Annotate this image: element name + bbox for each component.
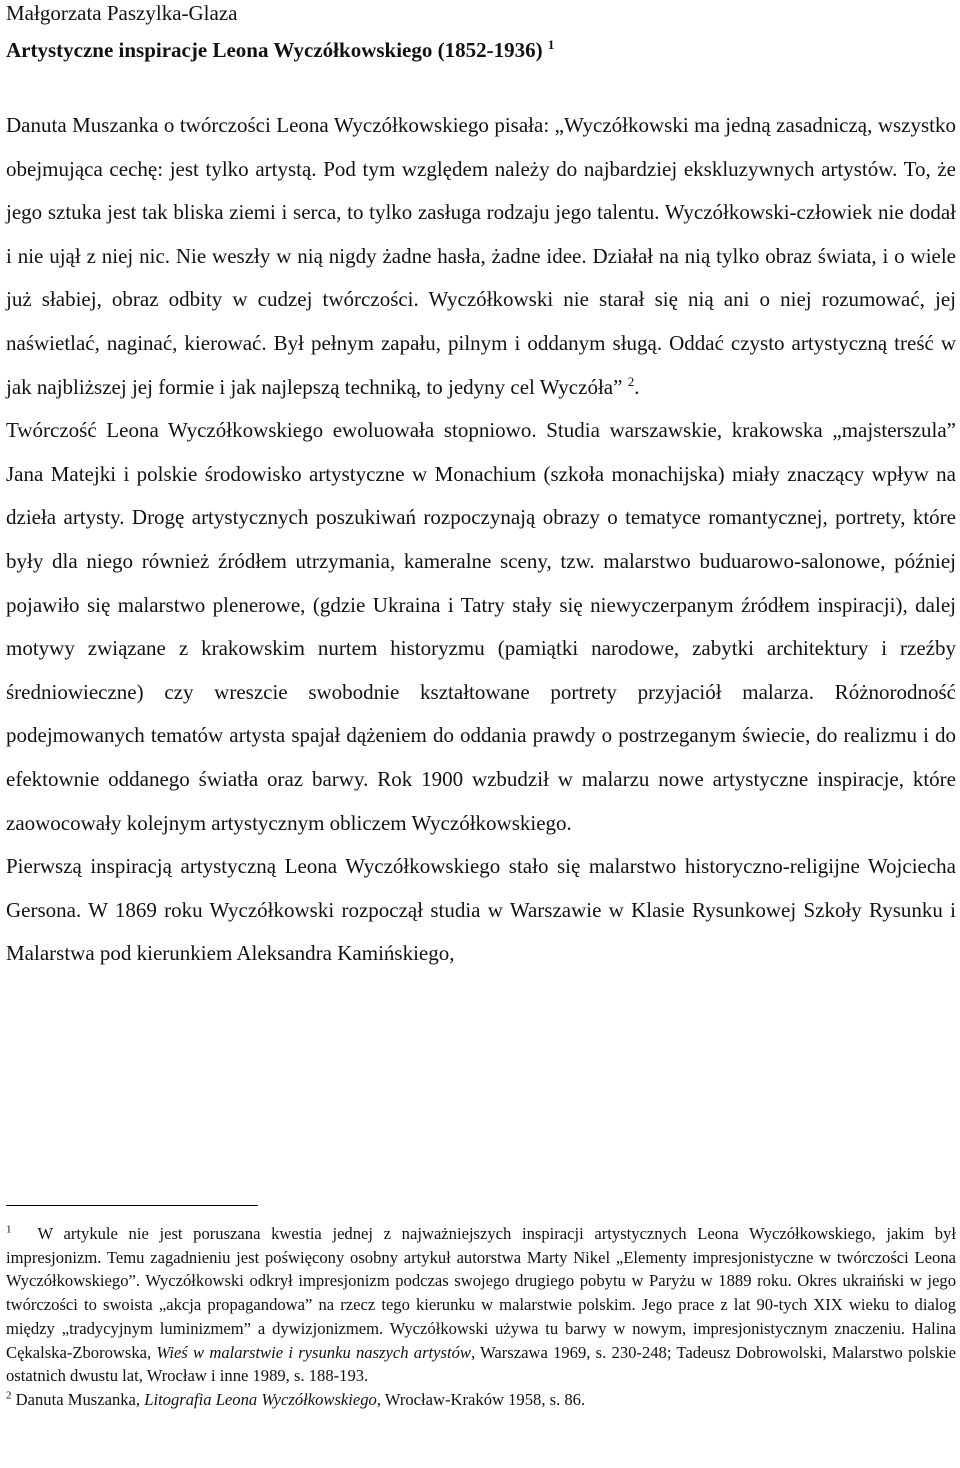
- paragraph-1-text: Danuta Muszanka o twórczości Leona Wyczółkowskiego pisała: „Wyczółkowski ma jedną zasadniczą, wszystko obejmująca cechę: jest tylko artystą. Pod tym względem należy do najbardziej ekskluzywnych artystów. To, że jego sztuka jest tak bliska ziemi i serca, to tylko zasługa rodzaju jego talentu. Wyczółkowski-człowiek nie dodał i nie ujął z niej nic. Nie weszły w nią nigdy żadne hasła, żadne idee. Działał na nią tylko obraz świata, i o wiele już słabiej, obraz odbity w cudzej twórczości. Wyczółkowski nie starał się nią ani o niej rozumować, jej naświetlać, naginać, kierować. Był pełnym zapału, pilnym i oddanym sługą. Oddać czysto artystyczną treść w jak najbliższej jej formie i jak najlepszą techniką, to jedyny cel Wyczóła”: [6, 113, 956, 399]
- title-footnote-ref[interactable]: 1: [547, 37, 555, 52]
- paragraph-2-text: Twórczość Leona Wyczółkowskiego ewoluowała stopniowo. Studia warszawskie, krakowska „majsterszula” Jana Matejki i polskie środowisko artystyczne w Monachium (szkoła monachijska) miały znaczący wpływ na dzieła artysty. Drogę artystycznych poszukiwań rozpoczynają obrazy o tematyce romantycznej, portrety, które były dla niego również źródłem utrzymania, kameralne sceny, tzw. malarstwo buduarowo-salonowe, później pojawiło się malarstwo plenerowe, (gdzie Ukraina i Tatry stały się niewyczerpanym źródłem inspiracji), dalej motywy związane z krakowskim nurtem historyzmu (pamiątki narodowe, zabytki architektury i rzeźby średniowieczne) czy wreszcie swobodnie kształtowane portrety przyjaciół malarza. Różnorodność podejmowanych tematów artysta spajał dążeniem do oddania prawdy o postrzeganym świecie, do realizmu i do efektownie oddanego światła oraz barwy. Rok 1900 wzbudził w malarzu nowe artystyczne inspiracje, które zaowocowały kolejnym artystycznym obliczem Wyczółkowskiego.: [6, 418, 956, 835]
- footnote-2-text: Danuta Muszanka,: [15, 1389, 141, 1409]
- paragraph-2: [6, 409, 956, 845]
- footnote-1-text: W artykule nie jest poruszana kwestia jednej z najważniejszych inspiracji artystycznych Leona Wyczółkowskiego, jakim był impresjonizm. Temu zagadnieniu jest poświęcony osobny artykuł autorstwa Marty Nikel „Elementy impresjonistyczne w twórczości Leona Wyczółkowskiego”. Wyczółkowski odkrył impresjonizm podczas swojego drugiego pobytu w Paryżu w 1889 roku. Okres ukraiński w jego twórczości to swoista „akcja propagandowa” na rzecz tego kierunku w malarstwie polskim. Jego prace z lat 90-tych XIX wieku to dialog między „tradycyjnym luminizmem” a dywizjonizmem. Wyczółkowski używa tu barwy w nowym, impresjonistycznym znaczeniu. Halina Cękalska-Zborowska,: [6, 1224, 956, 1362]
- footnote-1-number: 1: [6, 1223, 12, 1236]
- footnote-2-number: 2: [6, 1389, 12, 1402]
- article-body: [6, 104, 956, 976]
- footnote-2-text-end: , Wrocław-Kraków 1958, s. 86.: [376, 1389, 586, 1409]
- footnote-2: [6, 1388, 956, 1412]
- document-page: [6, 0, 956, 976]
- footnotes: [6, 1222, 956, 1412]
- footnote-1-italic-title: Wieś w malarstwie i rysunku naszych artystów: [156, 1342, 471, 1362]
- footnote-1: [6, 1222, 956, 1388]
- paragraph-3-text: Pierwszą inspiracją artystyczną Leona Wyczółkowskiego stało się malarstwo historyczno-religijne Wojciecha Gersona. W 1869 roku Wyczółkowski rozpoczął studia w Warszawie w Klasie Rysunkowej Szkoły Rysunku i Malarstwa pod kierunkiem Aleksandra Kamińskiego,: [6, 854, 956, 966]
- footnote-ref-2[interactable]: 2: [627, 373, 635, 389]
- footnote-1-text-end: , Warszawa 1969, s. 230-248; Tadeusz Dobrowolski, Malarstwo polskie ostatnich dwustu lat, Wrocław i inne 1989, s. 188-193.: [6, 1342, 957, 1386]
- footnote-2-italic-title: Litografia Leona Wyczółkowskiego: [144, 1389, 377, 1409]
- article-title: [6, 36, 956, 64]
- footnote-separator: [6, 1205, 258, 1206]
- paragraph-1: [6, 104, 956, 409]
- author-name: Małgorzata Paszylka-Glaza: [6, 1, 238, 25]
- paragraph-1-tail: .: [634, 374, 640, 399]
- paragraph-3: [6, 845, 956, 976]
- title-text: Artystyczne inspiracje Leona Wyczółkowskiego (1852-1936): [6, 38, 543, 62]
